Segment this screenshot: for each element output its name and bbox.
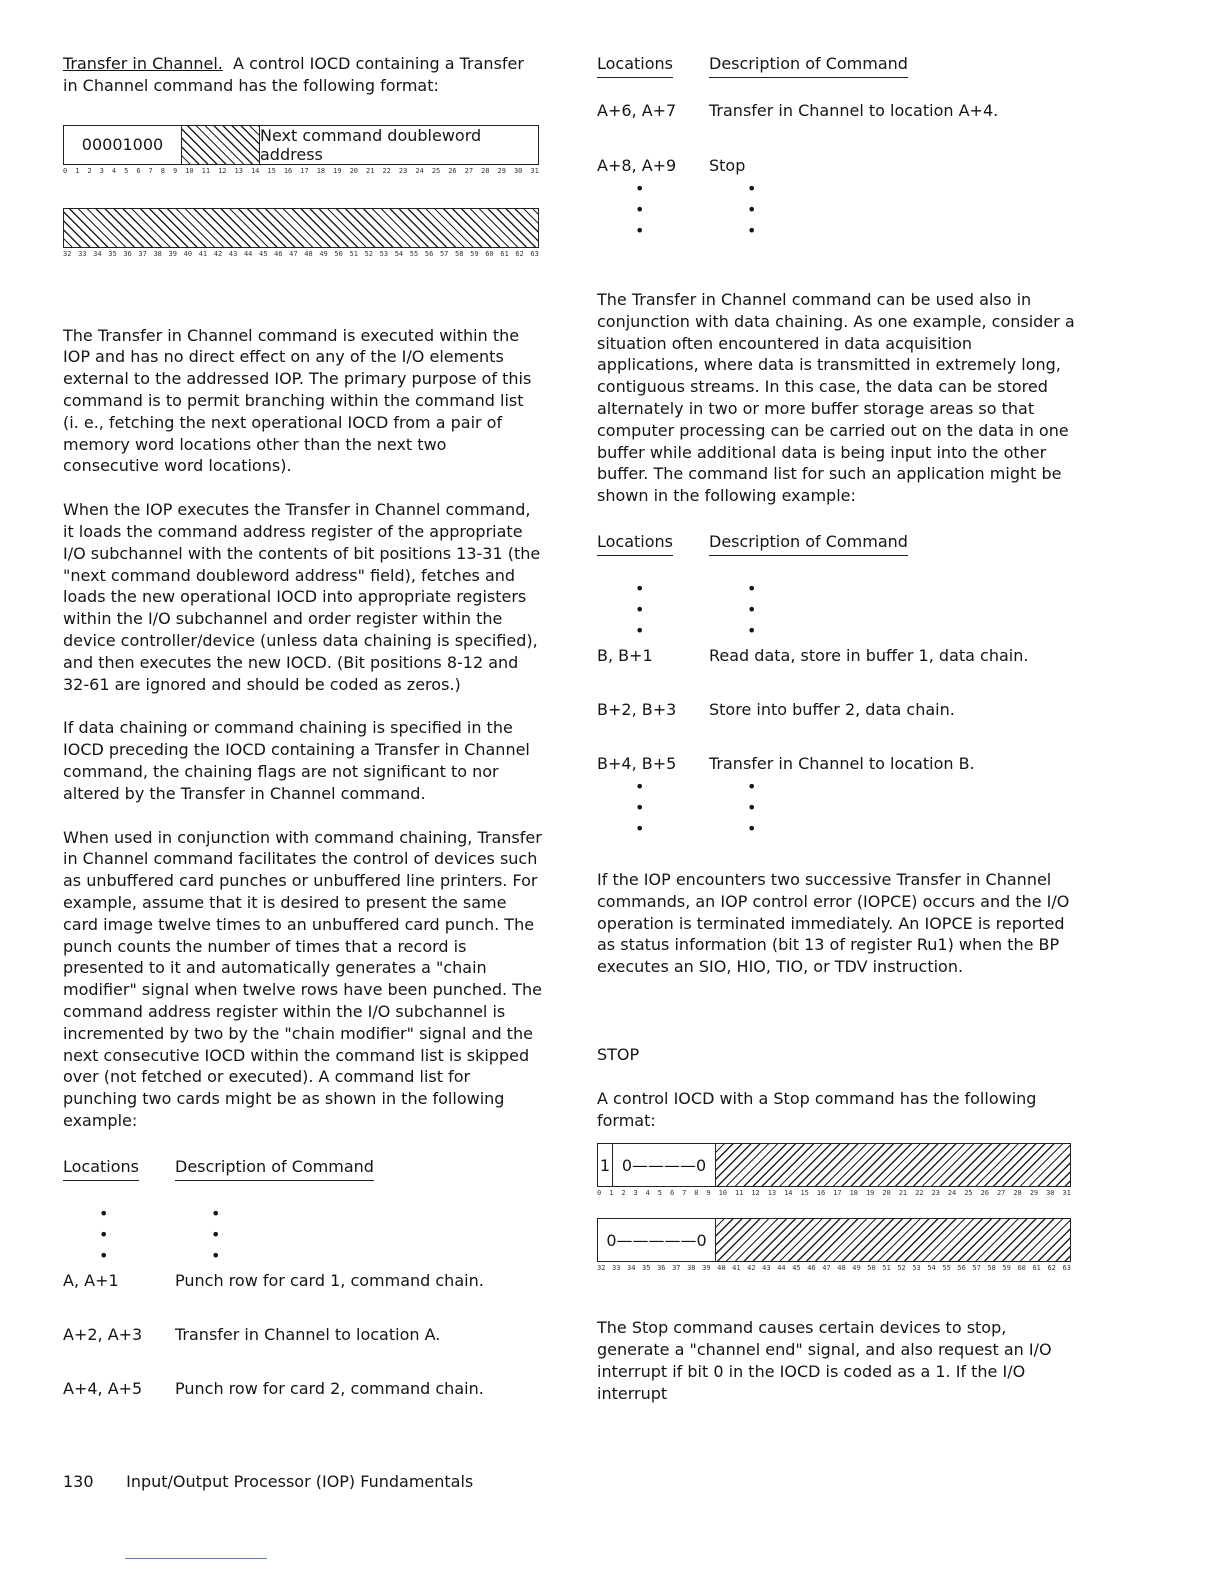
stop-bits-word2 [597,1263,1071,1273]
stop-flag-bit: 1 [598,1144,612,1186]
bit-label: 60 [485,249,494,258]
bit-label: 55 [409,249,419,258]
bit-label: 45 [792,1264,801,1273]
bit-label: 10 [718,1189,727,1198]
bit-label: 19 [865,1189,875,1198]
bit-label: 18 [316,166,326,175]
bit-label: 61 [500,249,509,258]
bit-label: 53 [379,249,389,258]
bit-label: 20 [882,1189,891,1198]
bit-label: 59 [1002,1264,1011,1273]
transfer-para-4: When used in conjunction with command chaining, Transfer in Channel command facilitates the control of devices such as unbuffered card punches or unbuffered line printers. For example, assume that it is desired to present the same card image twelve times to an unbuffered card punch. The punch counts the number of times that a record is presented to it and automatically generates a "chain modifier" signal when twelve rows have been punched. The command address register within the I/O subchannel is incremented by two by the "chain modifier" signal and the next consecutive IOCD within the command list is skipped over (not fetched or executed). A command list for punching two cards might be as shown in the following example: [63,827,542,1130]
page-footer [63,1472,473,1491]
footer-rule [125,1558,267,1559]
bit-label: 6 [669,1189,675,1198]
bit-label: 57 [972,1264,981,1273]
bit-label: 56 [957,1264,966,1273]
bit-label: 38 [153,249,162,258]
table-row: A, A+1 Punch row for card 1, command chain. [63,1270,484,1290]
bit-label: 41 [198,249,208,258]
bit-label: 23 [931,1189,940,1198]
bit-label: 40 [717,1264,726,1273]
bit-label: 48 [837,1264,846,1273]
bit-label: 54 [394,249,404,258]
bit-label: 11 [201,166,211,175]
stop-word2-box [597,1218,1071,1262]
table-row: A+2, A+3 Transfer in Channel to location A. [63,1324,441,1344]
bit-label: 33 [612,1264,621,1273]
stop-para: The Stop command causes certain devices to stop, generate a "channel end" signal, and also request an I/O interrupt if bit 0 in the IOCD is coded as a 1. If the I/O interrupt [597,1318,1052,1403]
page-number: 130 [63,1472,94,1491]
bit-label: 52 [364,249,373,258]
bit-label: 12 [751,1189,760,1198]
bit-label: 57 [439,249,449,258]
stop-format-diagram [597,1143,1071,1273]
bit-label: 15 [267,166,276,175]
stop-bits-word1 [597,1188,1071,1198]
transfer-para-1: The Transfer in Channel command is executed within the IOP and has no direct effect on any of the I/O elements external to the addressed IOP. The primary purpose of this command is to permit branching within the command list (i. e., fetching the next operational IOCD from a pair of memory word locations other than the next two consecutive word locations). [63,325,532,476]
bit-label: 24 [947,1189,957,1198]
table-row: A+8, A+9 Stop [597,156,746,175]
bit-label: 12 [218,166,227,175]
bit-label: 58 [455,249,464,258]
bit-label: 9 [172,166,178,175]
bit-label: 42 [213,249,223,258]
bit-label: 7 [148,166,153,175]
bit-label: 54 [927,1264,936,1273]
bit-label: 63 [530,249,539,258]
bit-label: 32 [63,249,72,258]
bit-label: 46 [274,249,283,258]
word2-box [63,208,539,248]
bit-label: 1 [75,166,80,175]
bit-label: 28 [1013,1189,1022,1198]
bit-label: 26 [980,1189,989,1198]
bits-word2 [63,249,539,259]
bit-label: 25 [964,1189,973,1198]
bit-label: 34 [627,1264,636,1273]
bit-label: 38 [687,1264,696,1273]
bit-label: 8 [160,166,165,175]
bit-label: 13 [234,166,243,175]
bit-label: 27 [996,1189,1006,1198]
bit-label: 49 [852,1264,861,1273]
bit-label: 3 [633,1189,638,1198]
bit-label: 4 [645,1189,650,1198]
bit-label: 43 [228,249,238,258]
table-row: A+4, A+5 Punch row for card 2, command chain. [63,1378,484,1398]
bit-label: 26 [448,166,457,175]
bit-label: 0 [597,1189,602,1198]
bit-label: 45 [259,249,268,258]
bit-label: 27 [464,166,474,175]
bit-label: 30 [513,166,523,175]
footer-title: Input/Output Processor (IOP) Fundamentals [126,1472,474,1491]
table-row: B+4, B+5 Transfer in Channel to location B. [597,753,975,773]
left-column: Transfer in Channel. A control IOCD containing a Transfer in Channel command has the following format: 00001000 Next command doubleword address 0 1 2 3 4 5 6 7 8 9 10 11 12 13 14 15 16 17 18 19 20 21 22 23 24 25 26 27 28 29 30 31 32 33 34 35 36 37 38 39 40 41 42 43 44 45 46 47 48 49 50 51 52 53 54 55 56 57 58 59 60 61 62 63 The Transfer in Channel command is executed within the IOP and has no direct effect on any of the I/O elements external to the addressed IOP. The primary purpose of this command is to permit branching within the command list (i. e., fetching the next operational IOCD from a pair of memory word locations other than the next two consecutive word locations). When the IOP executes the Transfer in Channel command, it loads the command address register of the appropriate I/O subchannel with the contents of bit positions 13-31 (the "next command doubleword address" field), fetches and loads the new operational IOCD into appropriate registers within the I/O subchannel and order register within the device controller/device (unless data chaining is specified), and then executes the new IOCD. (Bit positions 8-12 and 32-61 are ignored and should be coded as zeros.) If data chaining or command chaining is specified in the IOCD preceding the IOCD containing a Transfer in Channel command, the chaining flags are not significant to nor altered by the Transfer in Channel command. When used in conjunction with command chaining, Transfer in Channel command facilitates the control of devices such as unbuffered card punches or unbuffered line printers. For example, assume that it is desired to present the same card image twelve times to an unbuffered card punch. The punch counts the number of times that a record is presented to it and automatically generates a "chain modifier" signal when twelve rows have been punched. The command address register within the I/O subchannel is incremented by two by the "chain modifier" signal and the next consecutive IOCD within the command list is skipped over (not fetched or executed). A command list for punching two cards might be as shown in the following example: Locations Description of Command • • • • • • A, A+1 Punch row for card 1, command chain. A+2, A+3 Transfer in Channel to location A. A+4, A+5 Punch row for card 2, command chain. [63,54,542,1398]
bit-label: 17 [300,166,309,175]
right-para-2: If the IOP encounters two successive Transfer in Channel commands, an IOP control error (IOPCE) occurs and the I/O operation is terminated immediately. An IOPCE is reported as status information (bit 13 of register Ru1) when the BP executes an SIO, HIO, TIO, or TDV instruction. [597,869,1070,977]
bit-label: 23 [398,166,408,175]
bit-label: 11 [734,1189,744,1198]
bit-label: 2 [87,166,92,175]
bit-label: 32 [597,1264,606,1273]
opcode-field: 00001000 [64,126,181,164]
stop-word2-unused-bits [716,1219,1070,1261]
stop-word2-zero-bits: 0—————0 [598,1219,715,1261]
bit-label: 5 [124,166,129,175]
bit-label: 22 [915,1189,924,1198]
bit-label: 31 [530,166,539,175]
bit-label: 14 [250,166,260,175]
bit-label: 28 [481,166,490,175]
bit-label: 62 [515,249,524,258]
table-row: B+2, B+3 Store into buffer 2, data chain. [597,699,955,719]
bit-label: 33 [78,249,87,258]
bit-label: 21 [366,166,375,175]
right-column: Locations Description of Command A+6, A+7 Transfer in Channel to location A+4. A+8, A+9 Stop • • • • • • The Transfer in Channel command can be used also in conjunction with data chaining. As one example, consider a situation often encountered in data acquisition applications, where data is transmitted in extremely long, contiguous streams. In this case, the data can be stored alternately in two or more buffer storage areas so that computer processing can be carried out on the data in one buffer while additional data is being input into the other buffer. The command list for such an application might be shown in the following example: Locations Description of Command • • • • • • B, B+1 Read data, store in buffer 1, data chain. B+2, B+3 Store into buffer 2, data chain. B+4, B+5 Transfer in Channel to location B. • • • • • • If the IOP encounters two successive Transfer in Channel commands, an IOP control error (IOPCE) occurs and the I/O operation is terminated immediately. An IOPCE is reported as status information (bit 13 of register Ru1) when the BP executes an SIO, HIO, TIO, or TDV instruction. STOP A control IOCD with a Stop command has the following format: 1 0————0 0 1 2 3 4 5 6 7 8 9 10 11 12 13 14 15 16 17 18 19 20 21 22 23 24 25 26 27 28 29 30 31 0—————0 32 33 34 35 36 37 38 39 40 41 42 43 44 45 46 47 48 49 50 51 52 53 54 55 56 57 58 59 60 61 62 63 The Stop command causes certain devices to stop, generate a "channel end" signal, and also request an I/O interrupt if bit 0 in the IOCD is coded as a 1. If the I/O interrupt [597,54,1075,1403]
bit-label: 39 [702,1264,711,1273]
bit-label: 44 [777,1264,786,1273]
transfer-heading: Transfer in Channel. [63,54,223,73]
transfer-intro: Transfer in Channel. A control IOCD containing a Transfer in Channel command has the following format: [63,54,524,95]
bit-label: 30 [1046,1189,1055,1198]
bit-label: 1 [609,1189,614,1198]
bit-label: 17 [833,1189,842,1198]
bit-label: 50 [867,1264,876,1273]
bit-label: 60 [1017,1264,1026,1273]
bit-label: 9 [706,1189,711,1198]
bit-label: 48 [304,249,313,258]
bit-label: 3 [99,166,104,175]
bit-label: 63 [1062,1264,1071,1273]
word1-box [63,125,539,165]
bit-label: 50 [334,249,343,258]
stop-word1-box [597,1143,1071,1187]
bit-label: 20 [349,166,358,175]
right-para-1: The Transfer in Channel command can be used also in conjunction with data chaining. As one example, consider a situation often encountered in data acquisition applications, where data is transmitted in extremely long, contiguous streams. In this case, the data can be stored alternately in two or more buffer storage areas so that computer processing can be carried out on the data in one buffer while additional data is being input into the other buffer. The command list for such an application might be shown in the following example: [597,290,1075,506]
table-header: Locations Description of Command [63,1156,543,1181]
bits-word1 [63,166,539,176]
bit-label: 6 [136,166,141,175]
bit-label: 52 [897,1264,906,1273]
bit-label: 5 [657,1189,662,1198]
bit-label: 7 [682,1189,687,1198]
stop-zero-bits: 0————0 [613,1144,715,1186]
bit-label: 47 [289,249,298,258]
word1-unused-bits [182,126,259,164]
bit-label: 10 [185,166,194,175]
bit-label: 43 [762,1264,771,1273]
bit-label: 41 [732,1264,741,1273]
bit-label: 40 [183,249,193,258]
table-row: B, B+1 Read data, store in buffer 1, data chain. [597,645,1029,665]
table2-header: Locations Description of Command [597,531,1075,556]
bit-label: 58 [987,1264,996,1273]
bit-label: 35 [642,1264,651,1273]
stop-heading: STOP [597,1044,640,1064]
bit-label: 51 [882,1264,891,1273]
stop-intro: A control IOCD with a Stop command has the following format: [597,1088,1037,1130]
transfer-format-diagram [63,125,539,259]
bit-label: 24 [415,166,424,175]
bit-label: 29 [497,166,506,175]
next-address-field: Next command doubleword address [260,126,538,164]
bit-label: 13 [767,1189,777,1198]
bit-label: 0 [63,166,68,175]
bit-label: 49 [319,249,328,258]
bit-label: 39 [168,249,177,258]
bit-label: 16 [283,166,293,175]
bit-label: 53 [912,1264,921,1273]
bit-label: 25 [431,166,441,175]
bit-label: 61 [1032,1264,1041,1273]
bit-label: 18 [849,1189,858,1198]
bit-label: 36 [123,249,132,258]
word2-unused-bits [64,209,538,247]
bit-label: 36 [657,1264,666,1273]
table1-header: Locations Description of Command [597,53,1075,78]
transfer-para-3: If data chaining or command chaining is specified in the IOCD preceding the IOCD containing a Transfer in Channel command, the chaining flags are not significant to nor altered by the Transfer in Channel command. [63,718,530,803]
bit-label: 62 [1047,1264,1056,1273]
bit-label: 37 [138,249,147,258]
bit-label: 47 [822,1264,831,1273]
bit-label: 59 [470,249,479,258]
bit-label: 42 [747,1264,756,1273]
bit-label: 46 [807,1264,816,1273]
bit-label: 2 [621,1189,626,1198]
bit-label: 21 [898,1189,908,1198]
bit-label: 22 [382,166,391,175]
bit-label: 37 [672,1264,681,1273]
bit-label: 15 [800,1189,809,1198]
transfer-para-2: When the IOP executes the Transfer in Channel command, it loads the command address register of the appropriate I/O subchannel with the contents of bit positions 13-31 (the "next command doubleword address" field), fetches and loads the new operational IOCD into appropriate registers within the I/O subchannel and order register within the device controller/device (unless data chaining is specified), and then executes the new IOCD. (Bit positions 8-12 and 32-61 are ignored and should be coded as zeros.) [63,500,541,694]
bit-label: 8 [694,1189,699,1198]
bit-label: 44 [243,249,253,258]
table-row: A+6, A+7 Transfer in Channel to location A+4. [597,101,999,120]
bit-label: 29 [1029,1189,1039,1198]
bit-label: 56 [424,249,434,258]
bit-label: 19 [333,166,342,175]
bit-label: 34 [93,249,102,258]
bit-label: 55 [942,1264,951,1273]
bit-label: 14 [784,1189,793,1198]
stop-word1-unused-bits [716,1144,1070,1186]
bit-label: 51 [349,249,358,258]
bit-label: 16 [816,1189,826,1198]
bit-label: 35 [108,249,117,258]
bit-label: 4 [111,166,117,175]
bit-label: 31 [1062,1189,1071,1198]
